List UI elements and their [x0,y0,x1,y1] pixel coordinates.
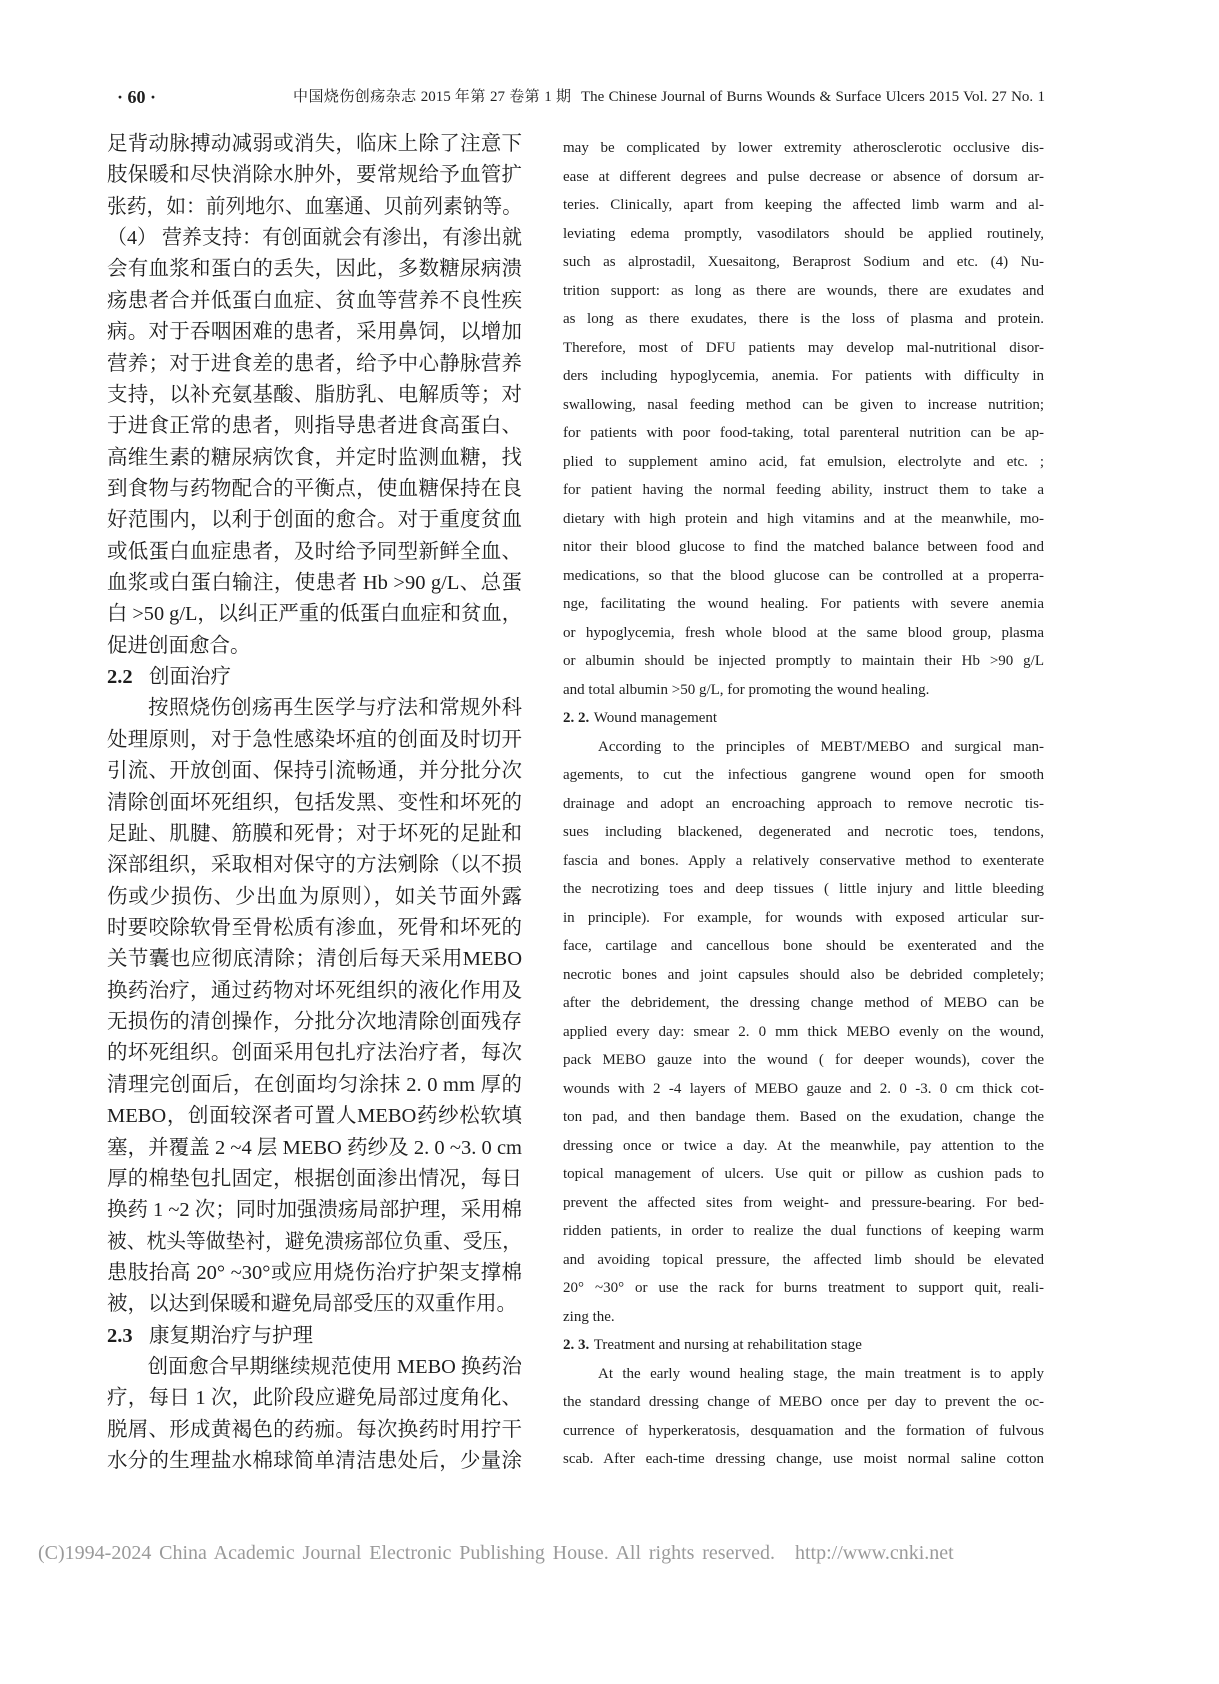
section-title: 创面治疗 [149,666,232,689]
text-line: 被，以达到保暖和避免局部受压的双重作用。 [107,1293,517,1316]
page-number: · 60 · [117,87,157,107]
section-heading [107,662,522,693]
section-title: 康复期治疗与护理 [149,1324,314,1347]
text-line: 高维生素的糖尿病饮食，并定时监测血糖，找 [107,446,522,469]
text-line: currence of hyperkeratosis, desquamation and the formation of fulvous [563,1422,1044,1439]
text-line: face, cartilage and cancellous bone should be exenterated and the [563,938,1044,954]
text-line: leviating edema promptly, vasodilators should be applied routinely, [563,225,1044,242]
text-line: 清除创面坏死组织，包括发黑、变性和坏死的 [107,791,522,814]
text-line: the necrotizing toes and deep tissues ( little injury and little bleeding [563,881,1044,897]
footer-url: http://www.cnki.net [795,1542,954,1564]
text-line: nge, facilitating the wound healing. For patients with severe anemia [563,596,1044,612]
text-line: 水分的生理盐水棉球简单清洁患处后，少量涂 [107,1450,522,1473]
text-line: 疡患者合并低蛋白血症、贫血等营养不良性疾 [107,289,522,312]
text-line: 肢保暖和尽快消除水肿外，要常规给予血管扩 [107,164,522,187]
text-line: 病。对于吞咽困难的患者，采用鼻饲，以增加 [107,321,522,344]
text-line: 无损伤的清创操作，分批分次地清除创面残存 [107,1011,522,1034]
text-line: 被、枕头等做垫衬，避免溃疡部位负重、受压， [107,1230,522,1253]
section-heading [107,1321,522,1352]
text-line: nitor their blood glucose to find the matched balance between food and [563,539,1044,555]
text-line: or hypoglycemia, fresh whole blood at the same blood group, plasma [563,624,1044,641]
text-line: 患肢抬高 20° ~30°或应用烧伤治疗护架支撑棉 [107,1261,522,1284]
text-line: or albumin should be injected promptly to maintain their Hb >90 g/L [563,653,1044,669]
text-line: 换药治疗，通过药物对坏死组织的液化作用及 [107,979,522,1002]
text-line: 按照烧伤创疡再生医学与疗法和常规外科 [148,697,522,720]
paragraph [107,1352,522,1477]
text-line: 的坏死组织。创面采用包扎疗法治疗者，每次 [107,1042,522,1065]
section-heading [563,704,1044,733]
text-line: as long as there exudates, there is the loss of plasma and protein. [563,311,1044,327]
text-line: 支持，以补充氨基酸、脂肪乳、电解质等；对 [107,383,522,406]
text-line: At the early wound healing stage, the main treatment is to apply [598,1365,1044,1382]
text-line: （4） 营养支持：有创面就会有渗出，有渗出就 [107,227,522,250]
text-line: drainage and adopt an encroaching approach to remove necrotic tis- [563,795,1044,812]
text-line: 到食物与药物配合的平衡点，使血糖保持在良 [107,477,522,500]
text-line: and avoiding topical pressure, the affected limb should be elevated [563,1251,1044,1268]
text-line: necrotic bones and joint capsules should also be debrided completely; [563,966,1044,983]
section-number: 2.2 [107,666,133,689]
paragraph [563,1360,1044,1474]
text-line: 足背动脉搏动减弱或消失，临床上除了注意下 [107,133,522,155]
text-line: 塞，并覆盖 2 ~4 层 MEBO 药纱及 2. 0 ~3. 0 cm [107,1136,522,1159]
section-title: Treatment and nursing at rehabilitation stage [593,1337,862,1353]
text-line: and total albumin >50 g/L, for promoting the wound healing. [563,681,930,698]
text-line: in principle). For example, for wounds with exposed articular sur- [563,909,1044,926]
text-line: Therefore, most of DFU patients may develop mal-nutritional disor- [563,339,1044,356]
text-line: for patients with poor food-taking, total parenteral nutrition can be ap- [563,425,1044,441]
text-line: for patient having the normal feeding ability, instruct them to take a [563,482,1044,498]
text-line: sues including blackened, degenerated and necrotic toes, tendons, [563,824,1044,840]
text-line: ease at different degrees and pulse decrease or absence of dorsum ar- [563,168,1044,185]
text-line: plied to supplement amino acid, fat emulsion, electrolyte and etc. ; [563,453,1044,470]
text-line: 深部组织，采取相对保守的方法剜除（以不损 [107,854,522,877]
text-line: 清理完创面后，在创面均匀涂抹 2. 0 mm 厚的 [107,1073,522,1096]
text-line: may be complicated by lower extremity atherosclerotic occlusive dis- [563,140,1044,156]
text-line: zing the. [563,1308,615,1325]
section-number: 2.3 [107,1324,133,1347]
chinese-text-column [107,129,522,1477]
section-number: 2. 2. [563,710,590,726]
text-line: 张药，如：前列地尔、血塞通、贝前列素钠等。 [107,195,522,218]
text-line: 20° ~30° or use the rack for burns treatment to support quit, reali- [563,1280,1044,1296]
text-line: 时要咬除软骨至骨松质有渗血，死骨和坏死的 [107,916,522,939]
text-line: 或低蛋白血症患者，及时给予同型新鲜全血、 [107,540,522,563]
text-line: trition support: as long as there are wounds, there are exudates and [563,282,1044,299]
text-line: 血浆或白蛋白输注，使患者 Hb >90 g/L、总蛋 [107,572,522,595]
text-line: 脱屑、形成黄褐色的药痂。每次换药时用拧干 [107,1418,522,1441]
text-line: teries. Clinically, apart from keeping the affected limb warm and al- [563,197,1044,213]
paragraph [107,693,522,1320]
text-line: fascia and bones. Apply a relatively conservative method to exenterate [563,852,1044,869]
text-line: wounds with 2 -4 layers of MEBO gauze and 2. 0 -3. 0 cm thick cot- [563,1080,1044,1097]
english-text-column [563,134,1044,1474]
text-line: 于进食正常的患者，则指导患者进食高蛋白、 [107,415,522,438]
text-line: scab. After each-time dressing change, use moist normal saline cotton [563,1451,1044,1467]
text-line: pack MEBO gauze into the wound ( for deeper wounds), cover the [563,1052,1044,1068]
text-line: 会有血浆和蛋白的丢失，因此，多数糖尿病溃 [107,258,522,281]
text-line: 引流、开放创面、保持引流畅通，并分批分次 [107,760,522,783]
text-line: 促进创面愈合。 [107,634,251,657]
text-line: 厚的棉垫包扎固定，根据创面渗出情况，每日 [107,1167,522,1190]
text-line: MEBO，创面较深者可置人MEBO药纱松软填 [107,1105,522,1128]
paragraph [563,733,1044,1332]
journal-title-english: The Chinese Journal of Burns Wounds & Surface Ulcers 2015 Vol. 27 No. 1 [581,89,1045,105]
text-line: 处理原则，对于急性感染坏疽的创面及时切开 [107,728,522,751]
text-line: 关节囊也应彻底清除；清创后每天采用MEBO [107,948,522,971]
text-line: agements, to cut the infectious gangrene wound open for smooth [563,767,1044,783]
text-line: 足趾、肌腱、筋膜和死骨；对于坏死的足趾和 [107,822,522,845]
text-line: 好范围内，以利于创面的愈合。对于重度贫血 [107,509,522,532]
text-line: 疗，每日 1 次，此阶段应避免局部过度角化、 [107,1387,522,1410]
text-line: According to the principles of MEBT/MEBO and surgical man- [598,738,1044,755]
text-line: ridden patients, in order to realize the dual functions of keeping warm [563,1223,1044,1239]
journal-title-chinese: 中国烧伤创疡杂志 2015 年第 27 卷第 1 期 [293,89,571,105]
text-line: 营养；对于进食差的患者，给予中心静脉营养 [107,352,522,375]
text-line: such as alprostadil, Xuesaitong, Beraprost Sodium and etc. (4) Nu- [563,254,1044,270]
copyright-notice: (C)1994-2024 China Academic Journal Electronic Publishing House. All rights reserved. [38,1542,775,1564]
text-line: dietary with high protein and high vitamins and at the meanwhile, mo- [563,510,1044,527]
text-line: 白 >50 g/L，以纠正严重的低蛋白血症和贫血， [107,603,522,626]
text-line: ton pad, and then bandage them. Based on the exudation, change the [563,1109,1044,1125]
section-number: 2. 3. [563,1337,590,1353]
paragraph [563,134,1044,704]
text-line: after the debridement, the dressing change method of MEBO can be [563,995,1044,1011]
text-line: the standard dressing change of MEBO once per day to prevent the oc- [563,1394,1044,1410]
text-line: topical management of ulcers. Use quit or pillow as cushion pads to [563,1166,1044,1182]
text-line: applied every day: smear 2. 0 mm thick MEBO evenly on the wound, [563,1023,1044,1040]
text-line: 伤或少损伤、少出血为原则），如关节面外露 [107,885,522,908]
paragraph [107,129,522,662]
text-line: dressing once or twice a day. At the meanwhile, pay attention to the [563,1137,1044,1154]
text-line: ders including hypoglycemia, anemia. For patients with difficulty in [563,368,1044,384]
text-line: 创面愈合早期继续规范使用 MEBO 换药治 [147,1356,522,1379]
text-line: swallowing, nasal feeding method can be given to increase nutrition; [563,396,1044,413]
section-heading [563,1331,1044,1360]
section-title: Wound management [593,710,718,726]
text-line: prevent the affected sites from weight- and pressure-bearing. For bed- [563,1194,1044,1211]
text-line: medications, so that the blood glucose can be controlled at a properra- [563,567,1044,584]
text-line: 换药 1 ~2 次；同时加强溃疡局部护理，采用棉 [107,1199,522,1222]
